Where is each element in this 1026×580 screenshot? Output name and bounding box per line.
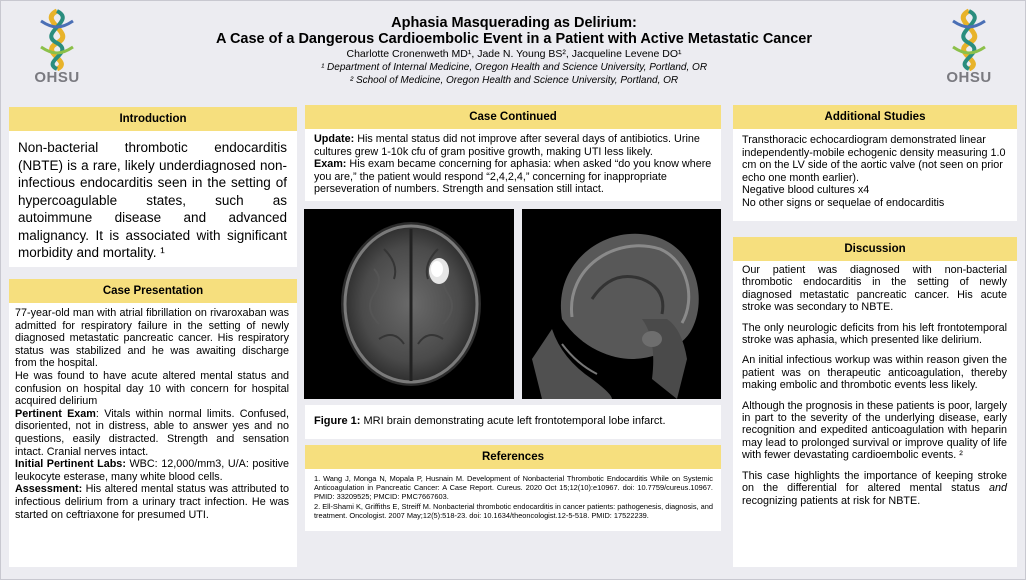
exam-update-label: Exam: [314, 158, 347, 171]
authors: Charlotte Cronenweth MD¹, Jade N. Young BS², Jacqueline Levene DO¹ [346, 48, 682, 60]
assessment-text: His altered mental status was attributed to infectious delirium from a urinary tract infection. He was started on ceftriaxone for presumed UTI. [15, 483, 289, 521]
mri-sagittal-image [522, 209, 721, 399]
pertinent-exam-text: : Vitals within normal limits. Confused, disoriented, not in distress, able to answer yes and no questions, easily distracted. Strength and sensation intact. Cranial nerves intact. [15, 407, 289, 458]
discussion-p4: Although the prognosis in these patients is poor, largely in part to the severity of the underlying disease, early recognition and expedited anticoagulation with heparin may lead to prolonged survival or improve quality of life with fewer devastating cardioembolic events. ² [742, 399, 1007, 462]
references-heading: References [305, 445, 721, 469]
reference-item-1: 1. Wang J, Monga N, Mopala P, Husnain M. Development of Nonbacterial Thrombotic Endocarditis While on Systemic Anticoagulation in Pancreatic Cancer: A Case Report. Cureus. 2020 Oct 15;12(10):e10967. doi: 10.7759/cureus.10967. PMID: 33209525; PMCID: PMC7667603. [314, 474, 713, 502]
additional-studies-panel [733, 105, 1017, 221]
poster-title-line2: A Case of a Dangerous Cardioembolic Event in a Patient with Active Metastatic Cancer [215, 31, 812, 47]
affiliation-1: ¹ Department of Internal Medicine, Oregon Health and Science University, Portland, OR [320, 62, 708, 73]
mri-axial-image [304, 209, 514, 399]
exam-update [314, 158, 713, 196]
figure-caption-panel [305, 405, 721, 439]
ohsu-logo-right [929, 7, 1009, 97]
assessment [15, 483, 289, 521]
ohsu-logo-text: OHSU [946, 69, 992, 86]
update-label: Update: [314, 133, 355, 145]
references-list [305, 469, 721, 520]
additional-studies-p3: No other signs or sequelae of endocarditis [742, 196, 945, 209]
figure-caption [305, 405, 721, 427]
discussion-p3: An initial infectious workup was within reason given the patient was on therapeutic anticoagulation, thereby making embolic and thrombotic events less likely. [742, 354, 1007, 392]
poster-title-line1: Aphasia Masquerading as Delirium: [391, 15, 637, 31]
case-presentation-heading: Case Presentation [9, 279, 297, 303]
ohsu-helix-icon [27, 7, 87, 71]
case-presentation-panel [9, 279, 297, 567]
discussion-heading: Discussion [733, 237, 1017, 261]
introduction-heading: Introduction [9, 107, 297, 131]
reference-item-2: 2. Ell-Shami K, Griffiths E, Streiff M. Nonbacterial thrombotic endocarditis in cancer patients: pathogenesis, diagnosis, and treatment. Oncologist. 2007 May;12(5):518-23. doi: 10.1634/theoncologist.12-5-518. PMID: 17522239. [314, 501, 713, 520]
update-text: His mental status did not improve after several days of antibiotics. Urine cultures grew 1-10k cfu of gram positive growth, making UTI less likely. [314, 133, 700, 158]
assessment-label: Assessment: [15, 483, 83, 496]
introduction-body: Non-bacterial thrombotic endocarditis (NBTE) is a rare, likely underdiagnosed non-infectious endocarditis seen in the setting of hypercoagulable states, such as autoimmune disease and advanced malignancy. It is associated with significant morbidity and mortality. ¹ [18, 140, 287, 260]
case-presentation-p2: He was found to have acute altered mental status and confusion on hospital day 10 with concern for hospital acquired delirium [15, 369, 289, 408]
case-continued-panel [305, 105, 721, 201]
pertinent-exam-label: Pertinent Exam [15, 407, 96, 420]
discussion-body [733, 261, 1017, 507]
additional-studies-body [733, 129, 1017, 210]
discussion-p1: Our patient was diagnosed with non-bacterial thrombotic endocarditis in the setting of newly diagnosed metastatic pancreatic cancer. His acute stroke was secondary to NBTE. [742, 264, 1007, 314]
update [314, 133, 713, 158]
initial-labs-label: Initial Pertinent Labs: [15, 458, 126, 471]
case-continued-body [305, 129, 721, 196]
additional-studies-heading: Additional Studies [733, 105, 1017, 129]
introduction-panel [9, 107, 297, 267]
ohsu-logo-text: OHSU [34, 69, 80, 86]
additional-studies-p2: Negative blood cultures x4 [742, 184, 870, 197]
poster-header [121, 15, 907, 87]
ohsu-logo-left [17, 7, 97, 97]
pertinent-exam [15, 408, 289, 458]
discussion-p5-a: This case highlights the importance of keeping stroke on the differential for altered mental status [742, 469, 1007, 495]
figure-label: Figure 1: [314, 415, 361, 427]
discussion-p5-and: and [988, 482, 1007, 495]
discussion-p5-b: recognizing patients at risk for NBTE. [742, 494, 921, 507]
case-presentation-p1: 77-year-old man with atrial fibrillation on rivaroxaban was admitted for respiratory failure in the setting of newly diagnosed metastatic pancreatic cancer. His respiratory status was stabilized and he was awaiting discharge from the hospital. [15, 307, 289, 370]
initial-labs [15, 458, 289, 483]
discussion-p2: The only neurologic deficits from his left frontotemporal stroke was aphasia, which presented like delirium. [742, 321, 1007, 347]
case-presentation-body [9, 303, 297, 521]
discussion-panel [733, 237, 1017, 567]
exam-update-text: His exam became concerning for aphasia: when asked “do you know where you are,” the patient would respond “2,4,2,4,” concerning for inappropriate perseveration of numbers. Strength and sensation still intact. [314, 158, 712, 196]
discussion-p5 [742, 470, 1007, 507]
case-continued-heading: Case Continued [305, 105, 721, 129]
affiliation-2: ² School of Medicine, Oregon Health and Science University, Portland, OR [349, 75, 679, 86]
ohsu-helix-icon [939, 7, 999, 71]
references-panel [305, 445, 721, 531]
initial-labs-text: WBC: 12,000/mm3, U/A: positive leukocyte esterase, many white blood cells. [15, 458, 289, 483]
additional-studies-p1: Transthoracic echocardiogram demonstrated linear independently-mobile echogenic density measuring 1.0 cm on the LV side of the aortic valve (not seen on prior echo one month earlier). [742, 134, 1006, 184]
figure-caption-text: MRI brain demonstrating acute left frontotemporal lobe infarct. [360, 415, 666, 427]
